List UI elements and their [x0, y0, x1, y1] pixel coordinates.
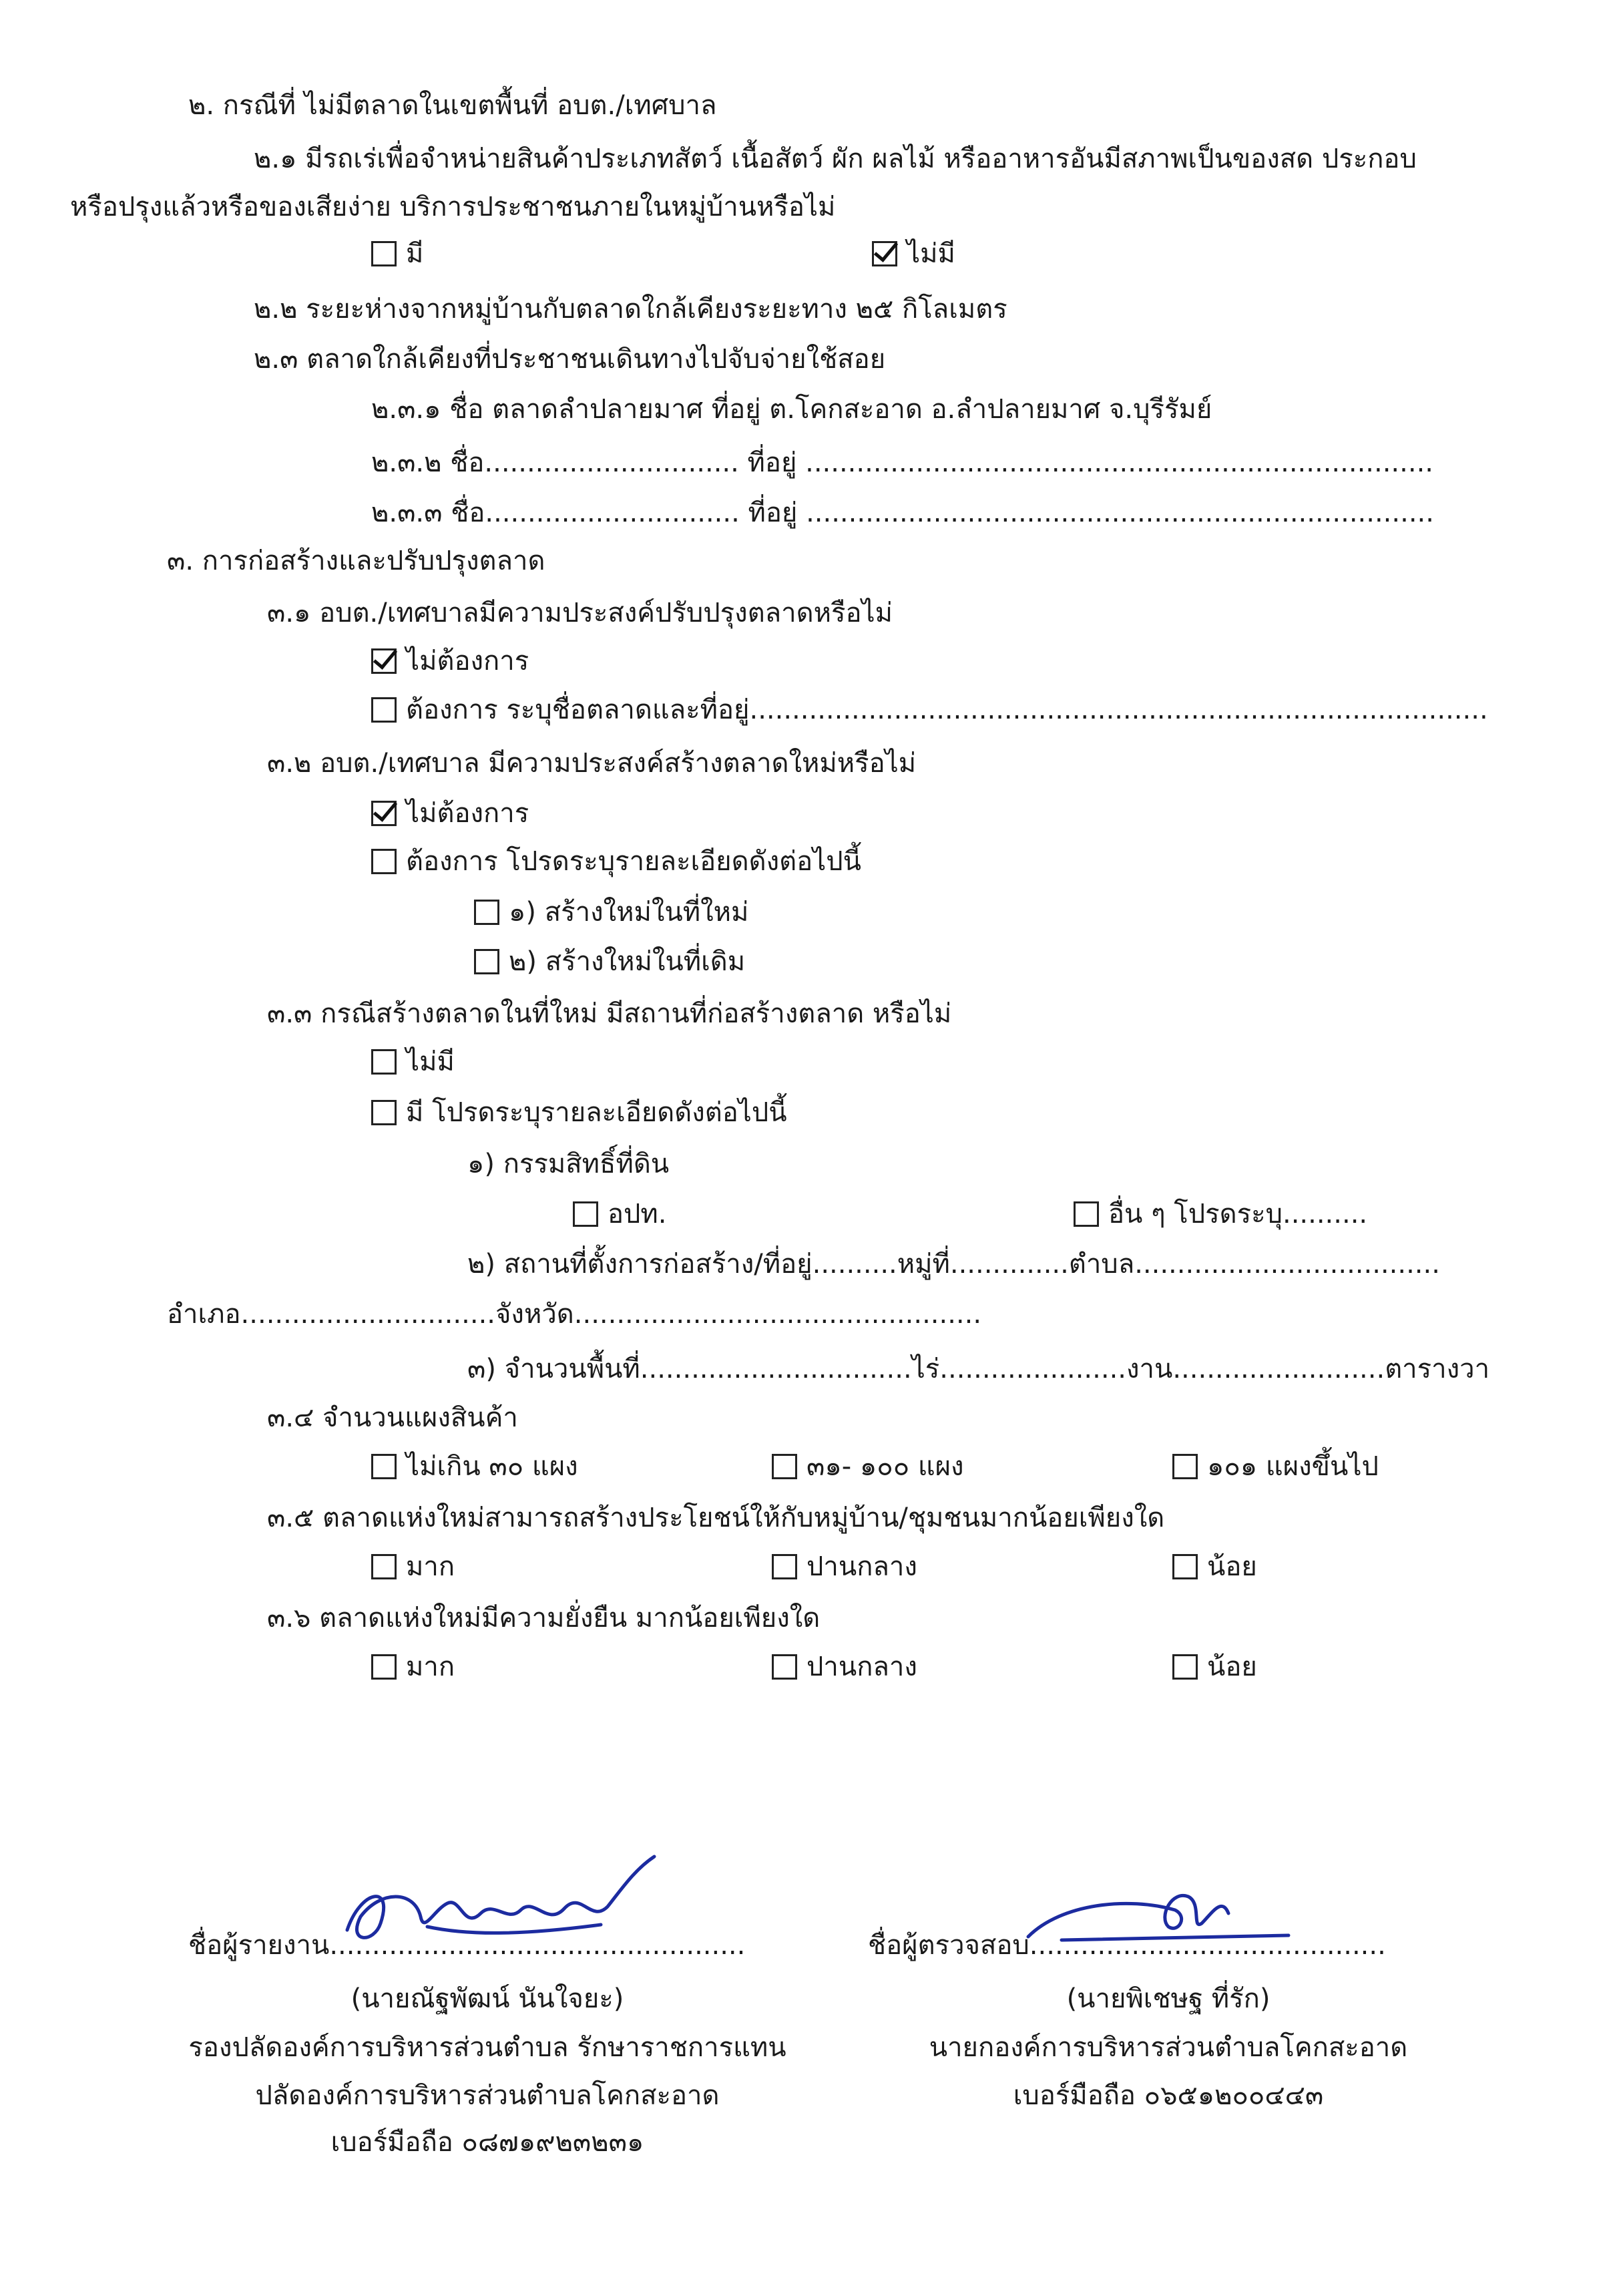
- checkbox[interactable]: [474, 949, 499, 974]
- checkbox[interactable]: [371, 697, 397, 723]
- q3-2-option-yes[interactable]: ต้องการ โปรดระบุรายละเอียดดังต่อไปนี้: [371, 843, 861, 880]
- q3-3-option-no[interactable]: ไม่มี: [371, 1043, 455, 1081]
- q2-3-3: ๒.๓.๓ ชื่อ.............................. ที่อยู่ ..........................................................................: [371, 498, 1434, 528]
- q3-3-item2-cont: อำเภอ..............................จังหวัด................................................: [167, 1299, 982, 1330]
- checker-label: ชื่อผู้ตรวจสอบ..........................................: [868, 1930, 1386, 1961]
- reporter-name: (นายณัฐพัฒน์ นันใจยะ): [351, 1983, 624, 2014]
- checkbox[interactable]: [573, 1201, 598, 1227]
- q3-5: ๓.๕ ตลาดแห่งใหม่สามารถสร้างประโยชน์ให้กับหมู่บ้าน/ชุมชนมากน้อยเพียงใด: [267, 1503, 1165, 1533]
- q2-1-line1: ๒.๑ มีรถเร่เพื่อจำหน่ายสินค้าประเภทสัตว์ เนื้อสัตว์ ผัก ผลไม้ หรืออาหารอันมีสภาพเป็นของสด ประกอบ: [254, 144, 1417, 174]
- checkbox-checked[interactable]: [371, 648, 397, 674]
- q2-3-1: ๒.๓.๑ ชื่อ ตลาดลำปลายมาศ ที่อยู่ ต.โคกสะอาด อ.ลำปลายมาศ จ.บุรีรัมย์: [371, 394, 1212, 425]
- q3-5-option3[interactable]: น้อย: [1172, 1548, 1257, 1585]
- checkbox[interactable]: [474, 900, 499, 925]
- checker-title: นายกองค์การบริหารส่วนตำบลโคกสะอาด: [929, 2032, 1408, 2063]
- q3-3: ๓.๓ กรณีสร้างตลาดในที่ใหม่ มีสถานที่ก่อสร้างตลาด หรือไม่: [267, 998, 952, 1029]
- q3-4: ๓.๔ จำนวนแผงสินค้า: [267, 1402, 518, 1433]
- section-3-heading: ๓. การก่อสร้างและปรับปรุงตลาด: [167, 546, 545, 576]
- q3-1-option-no[interactable]: ไม่ต้องการ: [371, 642, 529, 680]
- checkbox[interactable]: [1172, 1454, 1198, 1479]
- checkbox[interactable]: [371, 1654, 397, 1680]
- q3-4-option2[interactable]: ๓๑- ๑๐๐ แผง: [772, 1448, 964, 1485]
- reporter-title-1: รองปลัดองค์การบริหารส่วนตำบล รักษาราชการแทน: [188, 2032, 786, 2063]
- checkbox-checked[interactable]: [371, 801, 397, 826]
- q3-1: ๓.๑ อบต./เทศบาลมีความประสงค์ปรับปรุงตลาดหรือไม่: [267, 598, 893, 628]
- checker-name: (นายพิเชษฐ ที่รัก): [1066, 1983, 1271, 2014]
- checkbox[interactable]: [772, 1654, 797, 1680]
- q3-2: ๓.๒ อบต./เทศบาล มีความประสงค์สร้างตลาดใหม่หรือไม่: [267, 748, 917, 779]
- reporter-phone: เบอร์มือถือ ๐๘๗๑๙๒๓๒๓๑: [330, 2127, 644, 2158]
- q3-3-item3: ๓) จำนวนพื้นที่................................ไร่......................งาน.........................ตารางวา: [467, 1354, 1490, 1384]
- q3-3-item1-option-b[interactable]: อื่น ๆ โปรดระบุ..........: [1074, 1195, 1367, 1233]
- checkbox[interactable]: [1172, 1654, 1198, 1680]
- checkbox[interactable]: [371, 241, 397, 266]
- checker-phone: เบอร์มือถือ ๐๖๕๑๒๐๐๔๔๓: [1013, 2080, 1324, 2111]
- q2-3: ๒.๓ ตลาดใกล้เคียงที่ประชาชนเดินทางไปจับจ่ายใช้สอย: [254, 344, 886, 375]
- q3-3-option-yes[interactable]: มี โปรดระบุรายละเอียดดังต่อไปนี้: [371, 1094, 787, 1131]
- q3-3-item1-option-a[interactable]: อปท.: [573, 1195, 667, 1233]
- q2-3-2: ๒.๓.๒ ชื่อ.............................. ที่อยู่ ..........................................................................: [371, 447, 1433, 478]
- checkbox[interactable]: [772, 1454, 797, 1479]
- q3-5-option2[interactable]: ปานกลาง: [772, 1548, 917, 1585]
- q3-2-sub1[interactable]: ๑) สร้างใหม่ในที่ใหม่: [474, 894, 748, 931]
- checkbox[interactable]: [1172, 1554, 1198, 1579]
- q3-5-option1[interactable]: มาก: [371, 1548, 455, 1585]
- checkbox-checked[interactable]: [872, 241, 897, 266]
- q2-1-option-yes[interactable]: มี: [371, 235, 423, 272]
- checkbox[interactable]: [371, 1454, 397, 1479]
- q3-3-item2: ๒) สถานที่ตั้งการก่อสร้าง/ที่อยู่..........หมู่ที่..............ตำบล....................................: [467, 1249, 1440, 1280]
- q3-1-option-yes[interactable]: ต้องการ ระบุชื่อตลาดและที่อยู่.......................................................................................: [371, 691, 1488, 729]
- checkbox[interactable]: [371, 1100, 397, 1125]
- q3-2-option-no[interactable]: ไม่ต้องการ: [371, 795, 529, 832]
- checkbox[interactable]: [772, 1554, 797, 1579]
- q2-1-option-no[interactable]: ไม่มี: [872, 235, 955, 272]
- section-2-heading: ๒. กรณีที่ ไม่มีตลาดในเขตพื้นที่ อบต./เทศบาล: [188, 90, 717, 121]
- reporter-label: ชื่อผู้รายงาน.................................................: [188, 1930, 746, 1961]
- q2-1-line2: หรือปรุงแล้วหรือของเสียง่าย บริการประชาชนภายในหมู่บ้านหรือไม่: [70, 192, 836, 222]
- checkbox[interactable]: [1074, 1201, 1099, 1227]
- q3-6: ๓.๖ ตลาดแห่งใหม่มีความยั่งยืน มากน้อยเพียงใด: [267, 1603, 821, 1634]
- q3-6-option3[interactable]: น้อย: [1172, 1648, 1257, 1686]
- checkbox[interactable]: [371, 1049, 397, 1075]
- q3-4-option1[interactable]: ไม่เกิน ๓๐ แผง: [371, 1448, 578, 1485]
- q3-6-option1[interactable]: มาก: [371, 1648, 455, 1686]
- q2-2: ๒.๒ ระยะห่างจากหมู่บ้านกับตลาดใกล้เคียงระยะทาง ๒๕ กิโลเมตร: [254, 294, 1007, 325]
- reporter-title-2: ปลัดองค์การบริหารส่วนตำบลโคกสะอาด: [255, 2080, 720, 2111]
- q3-6-option2[interactable]: ปานกลาง: [772, 1648, 917, 1686]
- checkbox[interactable]: [371, 849, 397, 874]
- q3-3-item1: ๑) กรรมสิทธิ์ที่ดิน: [467, 1149, 670, 1179]
- q3-4-option3[interactable]: ๑๐๑ แผงขึ้นไป: [1172, 1448, 1379, 1485]
- checkbox[interactable]: [371, 1554, 397, 1579]
- q3-2-sub2[interactable]: ๒) สร้างใหม่ในที่เดิม: [474, 943, 745, 980]
